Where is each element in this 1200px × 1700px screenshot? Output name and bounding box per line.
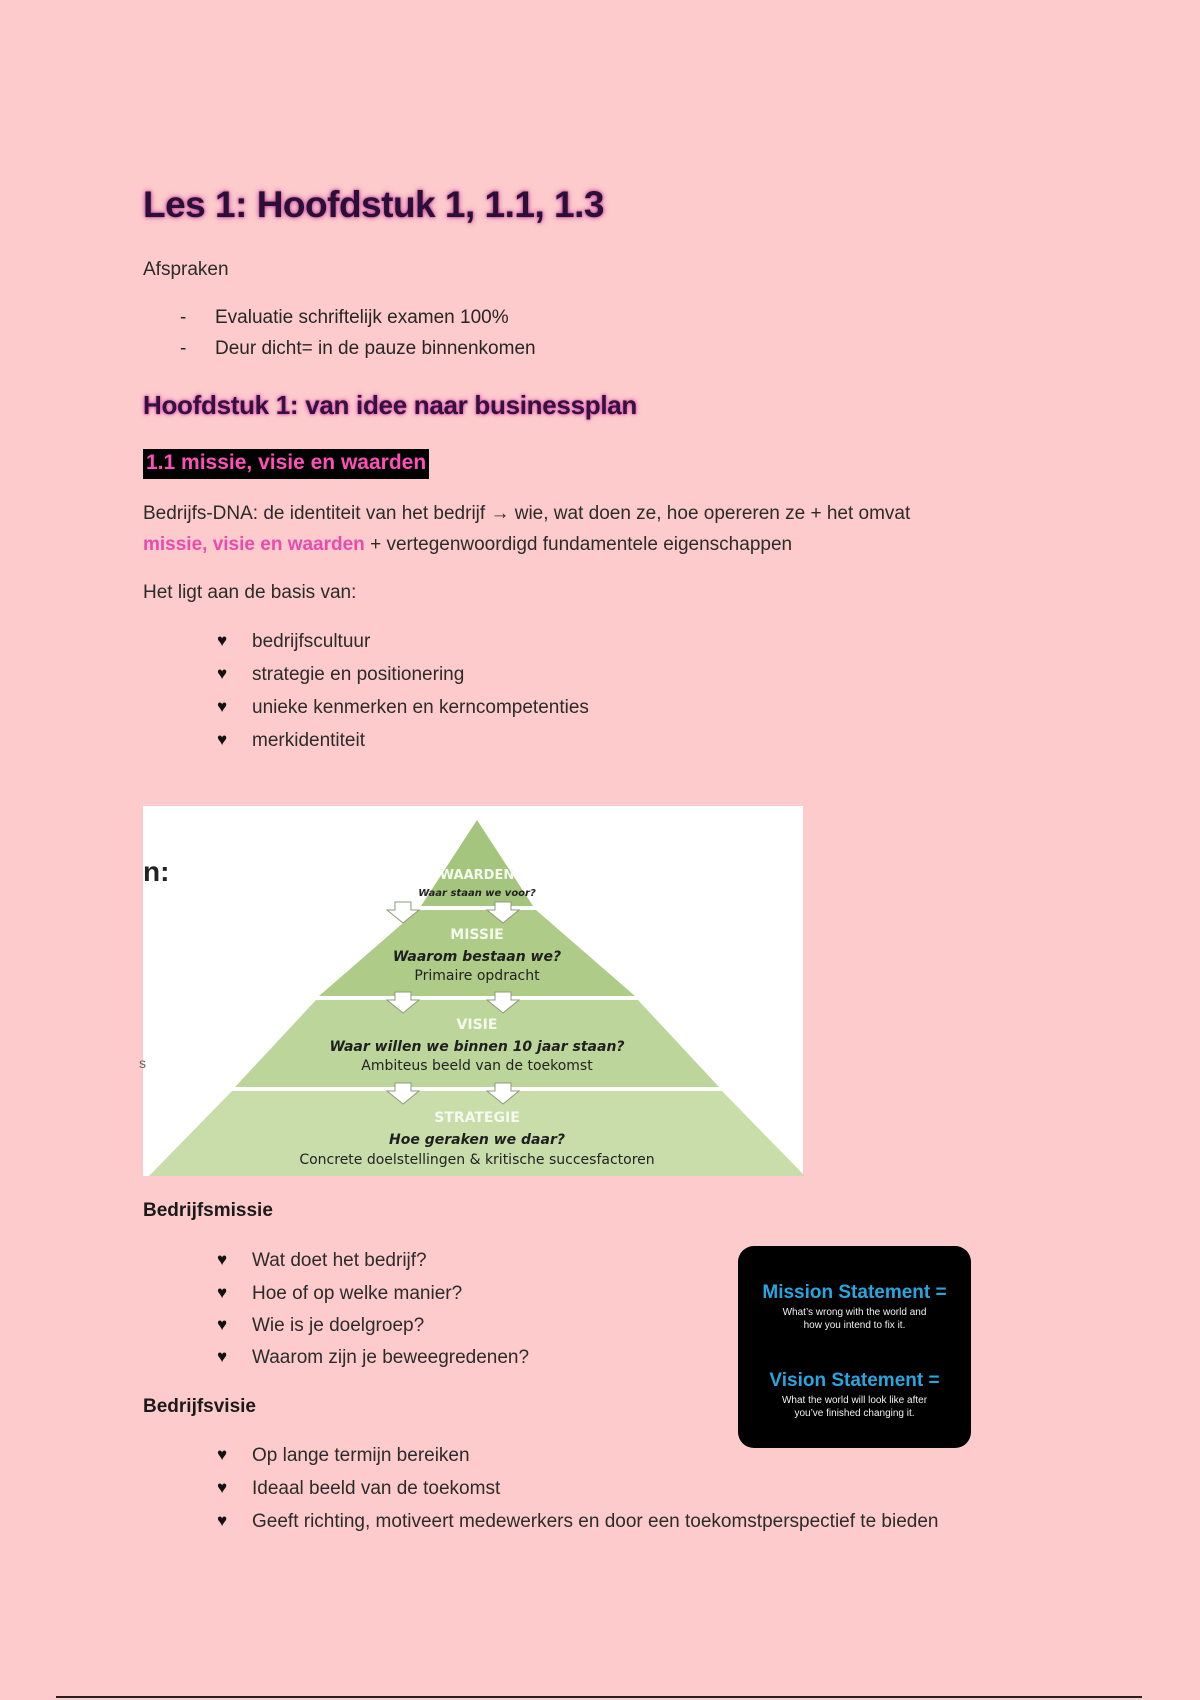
pyramid-level-desc: Primaire opdracht — [414, 968, 540, 984]
statement-card — [738, 1246, 971, 1448]
vision-statement-text: What the world will look like after you’ve finished changing it. — [781, 1395, 928, 1419]
page-divider — [56, 1696, 1142, 1698]
section-heading: 1.1 missie, visie en waarden — [143, 449, 429, 479]
pyramid-level-question: Waarom bestaan we? — [392, 949, 562, 965]
dna-line-2 — [143, 534, 792, 556]
dash-marker: - — [180, 307, 187, 328]
heart-bullet-icon: ♥ — [217, 1283, 228, 1302]
dna-line-2-rest: + vertegenwoordigd fundamentele eigenschappen — [364, 534, 793, 555]
page-title: Les 1: Hoofdstuk 1, 1.1, 1.3 — [143, 184, 604, 225]
heart-bullet-icon: ♥ — [217, 664, 228, 683]
pyramid-level-desc: Ambiteus beeld van de toekomst — [361, 1058, 593, 1074]
heart-bullet-icon: ♥ — [217, 730, 228, 749]
heart-bullet-icon: ♥ — [217, 1511, 228, 1530]
pyramid-level-name: STRATEGIE — [434, 1110, 520, 1126]
pyramid-level-question: Waar staan we voor? — [418, 888, 536, 899]
heart-bullet-icon: ♥ — [217, 1250, 228, 1269]
pyramid-level-name: VISIE — [456, 1017, 498, 1033]
dna-line-1: Bedrijfs-DNA: de identiteit van het bedrijf → wie, wat doen ze, hoe opereren ze + het omvat — [143, 503, 911, 524]
heart-bullet-icon: ♥ — [217, 1445, 228, 1464]
dash-marker: - — [180, 338, 187, 359]
side-fragment: n: — [143, 856, 170, 887]
heart-bullet-icon: ♥ — [217, 631, 228, 650]
chapter-heading: Hoofdstuk 1: van idee naar businessplan — [143, 390, 637, 420]
dna-highlight: missie, visie en waarden — [143, 534, 365, 555]
heart-bullet-icon: ♥ — [217, 1315, 228, 1334]
mission-statement-title: Mission Statement = — [762, 1282, 947, 1303]
afspraken-label: Afspraken — [143, 259, 229, 280]
document-page: Les 1: Hoofdstuk 1, 1.1, 1.3 Afspraken - Evaluatie schriftelijk examen 100% - Deur dicht= in de pauze binnenkomen Hoofdstuk 1: van idee naar businessplan 1.1 missie, visie en waarden Bedrijfs-DNA: de identiteit van het bedrijf → wie, wat doen ze, hoe opereren ze + het omvat missie, visie en waarden + vertegenwoordigd fundamentele eigenschappen Het ligt aan de basis van: ♥ bedrijfscultuur ♥ strategie en positionering ♥ unieke kenmerken en kerncompetenties ♥ merkidentiteit n: s WAARDEN Waar staan we voor? MISSIE Waarom bestaan we? Primaire opdracht VISIE Waar willen we binnen 10 jaar staan? Ambiteus beeld van de toekomst STRATEGIE Hoe geraken we daar? Concrete doelstellingen & kritische succesfactoren Bedrijfsmissie ♥ Wat doet het bedrijf? ♥ Hoe of op welke manier? ♥ Wie is je doelgroep? ♥ Waarom zijn je beweegredenen? Mission Statement = What’s wrong with the world and how you intend to fix it. Vision Statement = What the world will look like after you’ve finished changing it. Bedrijfsvisie ♥ Op lange termijn bereiken ♥ Ideaal beeld van de toekomst ♥ Geeft richting, motiveert medewerkers en door een toekomstperspectief te bieden — [0, 0, 1200, 1700]
mission-statement-text: What’s wrong with the world and how you intend to fix it. — [782, 1307, 927, 1331]
pyramid-image — [139, 806, 803, 1176]
heart-bullet-icon: ♥ — [217, 1478, 228, 1497]
pyramid-level-desc: Concrete doelstellingen & kritische succesfactoren — [299, 1152, 655, 1168]
vision-statement-title: Vision Statement = — [769, 1370, 940, 1391]
list-item-text: Deur dicht= in de pauze binnenkomen — [215, 338, 536, 359]
missie-label: Bedrijfsmissie — [143, 1200, 273, 1221]
heart-bullet-icon: ♥ — [217, 697, 228, 716]
pyramid-level-name: WAARDEN — [439, 868, 515, 883]
list-item-text: Evaluatie schriftelijk examen 100% — [215, 307, 509, 328]
heart-bullet-icon: ♥ — [217, 1347, 228, 1366]
pyramid-level-question: Waar willen we binnen 10 jaar staan? — [329, 1039, 625, 1055]
pyramid-level-question: Hoe geraken we daar? — [389, 1132, 565, 1148]
visie-label: Bedrijfsvisie — [143, 1396, 256, 1417]
side-fragment: s — [139, 1055, 146, 1071]
pyramid-diagram — [139, 806, 803, 1176]
basis-label: Het ligt aan de basis van: — [143, 582, 357, 603]
pyramid-level-name: MISSIE — [450, 927, 504, 943]
